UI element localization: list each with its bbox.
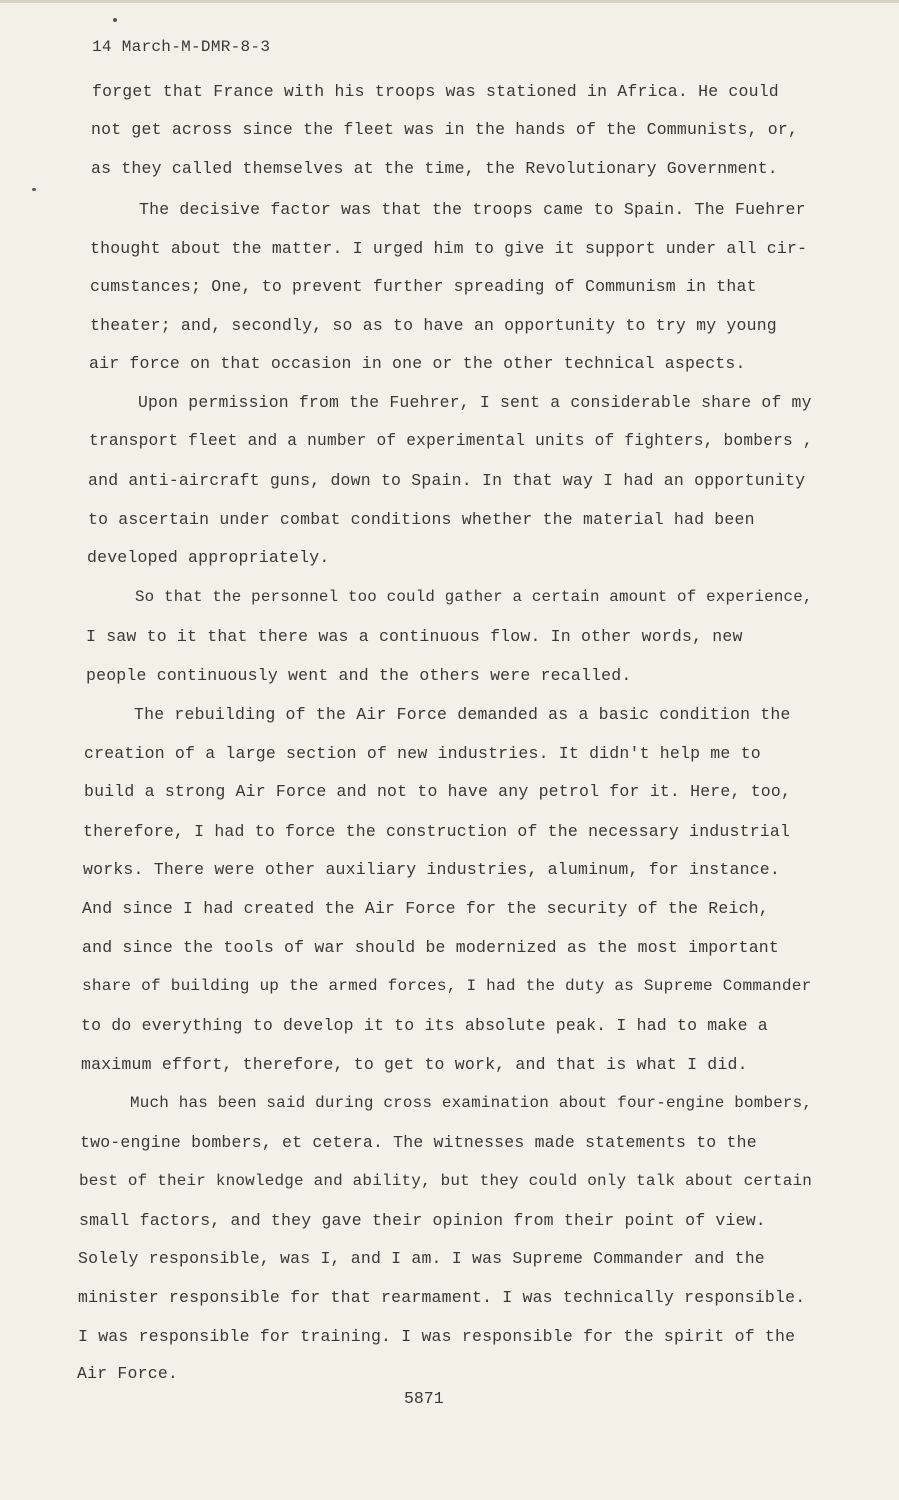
text-line: transport fleet and a number of experimental units of fighters, bombers ,: [89, 432, 813, 450]
text-line: and anti-aircraft guns, down to Spain. In that way I had an opportunity: [88, 471, 806, 490]
text-line: The decisive factor was that the troops came to Spain. The Fuehrer: [139, 200, 806, 219]
text-line: The rebuilding of the Air Force demanded as a basic condition the: [134, 705, 791, 724]
text-line: Solely responsible, was I, and I am. I was Supreme Commander and the: [78, 1249, 765, 1268]
text-line: best of their knowledge and ability, but they could only talk about certain: [79, 1172, 813, 1190]
text-line: Upon permission from the Fuehrer, I sent a considerable share of my: [138, 393, 812, 412]
text-line: cumstances; One, to prevent further spreading of Communism in that: [90, 277, 757, 296]
text-line: small factors, and they gave their opinion from their point of view.: [79, 1211, 766, 1230]
text-line: thought about the matter. I urged him to give it support under all cir-: [90, 239, 808, 258]
text-line: forget that France with his troops was stationed in Africa. He could: [92, 82, 779, 101]
text-line: theater; and, secondly, so as to have an opportunity to try my young: [90, 316, 777, 335]
text-line: share of building up the armed forces, I had the duty as Supreme Commander: [82, 977, 812, 995]
text-line: works. There were other auxiliary industries, aluminum, for instance.: [83, 860, 781, 879]
ink-speck: [32, 188, 36, 191]
text-line: people continuously went and the others were recalled.: [86, 666, 632, 685]
text-line: And since I had created the Air Force for the security of the Reich,: [82, 899, 769, 918]
text-line: creation of a large section of new industries. It didn't help me to: [84, 744, 761, 763]
text-line: air force on that occasion in one or the other technical aspects.: [89, 354, 746, 373]
text-line: So that the personnel too could gather a certain amount of experience,: [135, 588, 813, 606]
ink-speck: [113, 18, 117, 22]
text-line: therefore, I had to force the construction of the necessary industrial: [83, 822, 791, 841]
text-line: to ascertain under combat conditions whether the material had been: [88, 510, 755, 529]
text-line: developed appropriately.: [87, 548, 330, 567]
text-line: Much has been said during cross examination about four-engine bombers,: [130, 1094, 813, 1112]
text-line: and since the tools of war should be modernized as the most important: [82, 938, 780, 957]
text-line: I was responsible for training. I was responsible for the spirit of the: [78, 1327, 796, 1346]
text-line: Air Force.: [77, 1364, 179, 1383]
text-line: I saw to it that there was a continuous flow. In other words, new: [86, 627, 743, 646]
text-line: minister responsible for that rearmament. I was technically responsible.: [78, 1288, 806, 1307]
text-line: maximum effort, therefore, to get to work, and that is what I did.: [81, 1055, 748, 1074]
page-top-edge: [0, 0, 899, 3]
text-line: not get across since the fleet was in the hands of the Communists, or,: [91, 120, 799, 139]
text-line: as they called themselves at the time, the Revolutionary Government.: [91, 159, 778, 178]
page-number: 5871: [404, 1389, 444, 1408]
text-line: to do everything to develop it to its absolute peak. I had to make a: [81, 1016, 768, 1035]
text-line: build a strong Air Force and not to have any petrol for it. Here, too,: [84, 782, 792, 801]
page-header: 14 March-M-DMR-8-3: [92, 38, 271, 56]
text-line: two-engine bombers, et cetera. The witnesses made statements to the: [80, 1133, 757, 1152]
